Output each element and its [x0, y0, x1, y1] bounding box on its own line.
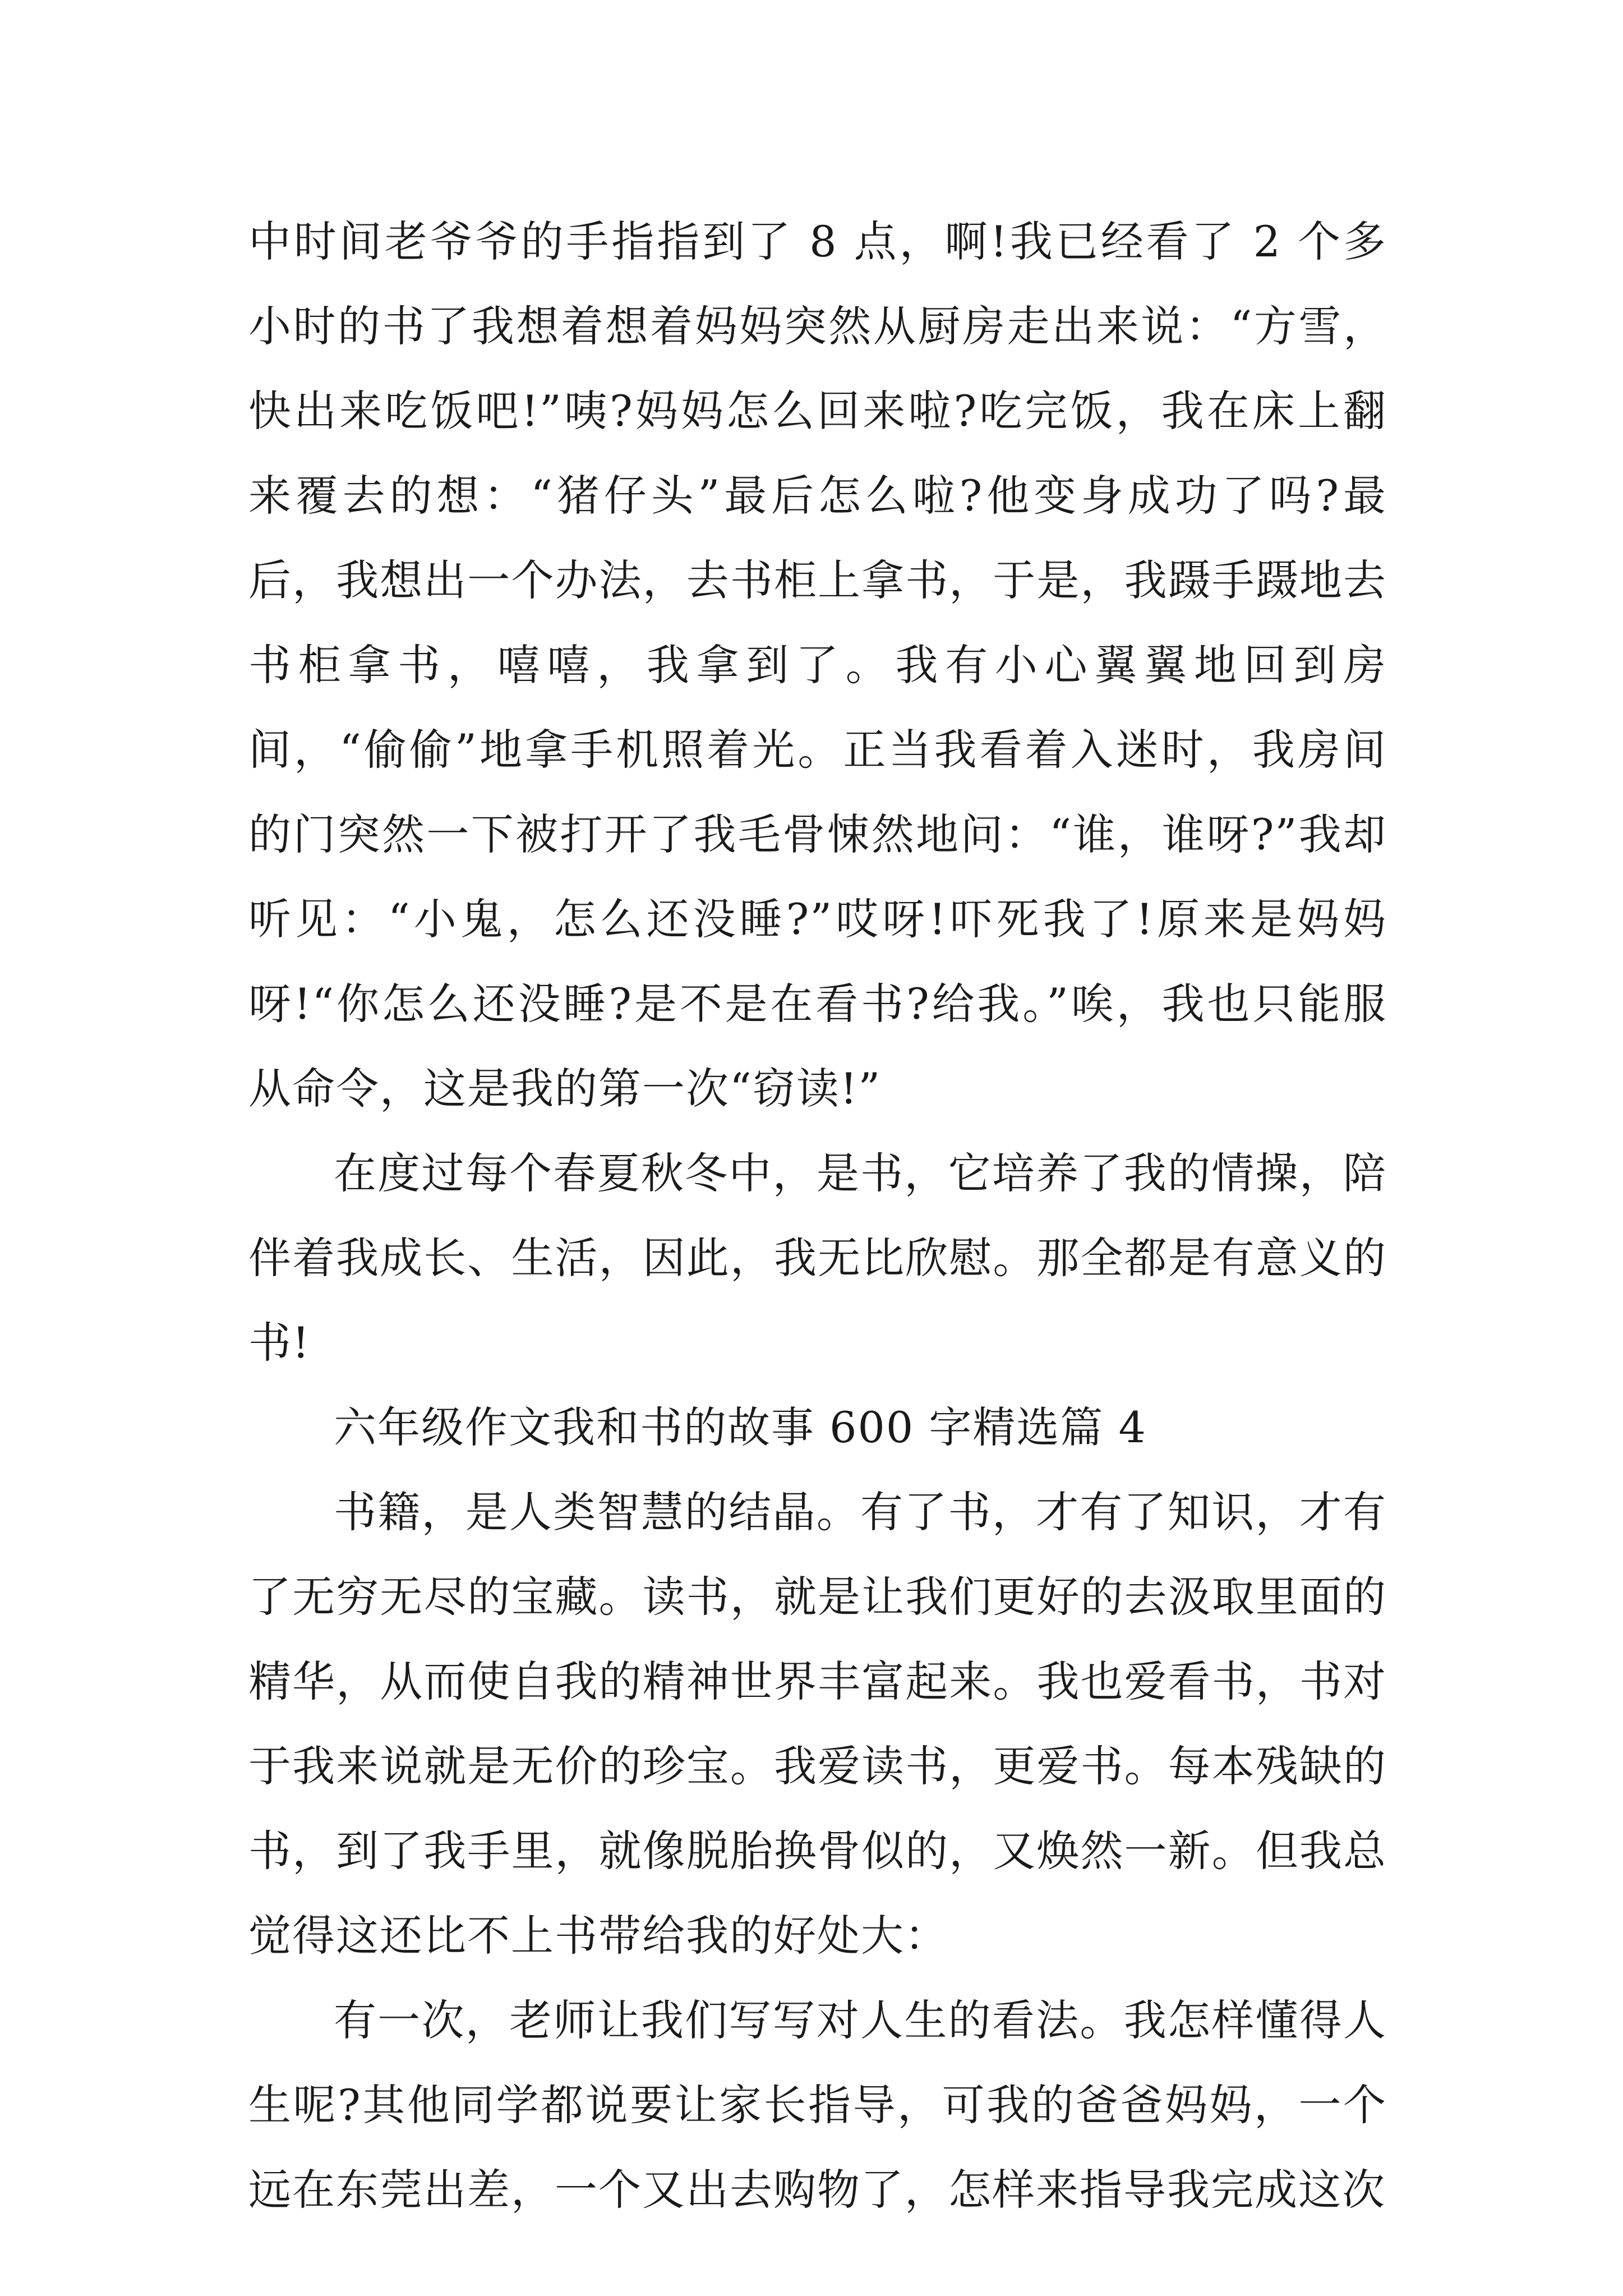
paragraph-reflection: 在度过每个春夏秋冬中，是书，它培养了我的情操，陪伴着我成长、生活，因此，我无比欣慰。那全都是有意义的书!: [248, 1148, 1387, 1368]
section-heading: 六年级作文我和书的故事 600 字精选篇 4: [334, 1402, 1147, 1452]
paragraph-life-essay: 有一次，老师让我们写写对人生的看法。我怎样懂得人生呢?其他同学都说要让家长指导，可我的爸爸妈妈，一个远在东莞出差，一个又出去购物了，怎样来指导我完成这次: [248, 1995, 1387, 2215]
document-body: [248, 199, 1387, 2232]
paragraph-continued: 中时间老爷爷的手指指到了 8 点，啊!我已经看了 2 个多小时的书了我想着想着妈妈突然从厨房走出来说：“方雪，快出来吃饭吧!”咦?妈妈怎么回来啦?吃完饭，我在床上翻来覆去的想：“猪仔头”最后怎么啦?他变身成功了吗?最后，我想出一个办法，去书柜上拿书，于是，我蹑手蹑地去书柜拿书，嘻嘻，我拿到了。我有小心翼翼地回到房间，“偷偷”地拿手机照着光。正当我看着入迷时，我房间的门突然一下被打开了我毛骨悚然地问：“谁，谁呀?”我却听见：“小鬼，怎么还没睡?”哎呀!吓死我了!原来是妈妈呀!“你怎么还没睡?是不是在看书?给我。”唉，我也只能服从命令，这是我的第一次“窃读!”: [248, 217, 1387, 1114]
paragraph-books-treasure: 书籍，是人类智慧的结晶。有了书，才有了知识，才有了无穷无尽的宝藏。读书，就是让我们更好的去汲取里面的精华，从而使自我的精神世界丰富起来。我也爱看书，书对于我来说就是无价的珍宝。我爱读书，更爱书。每本残缺的书，到了我手里，就像脱胎换骨似的，又焕然一新。但我总觉得这还比不上书带给我的好处大：: [248, 1487, 1387, 1961]
